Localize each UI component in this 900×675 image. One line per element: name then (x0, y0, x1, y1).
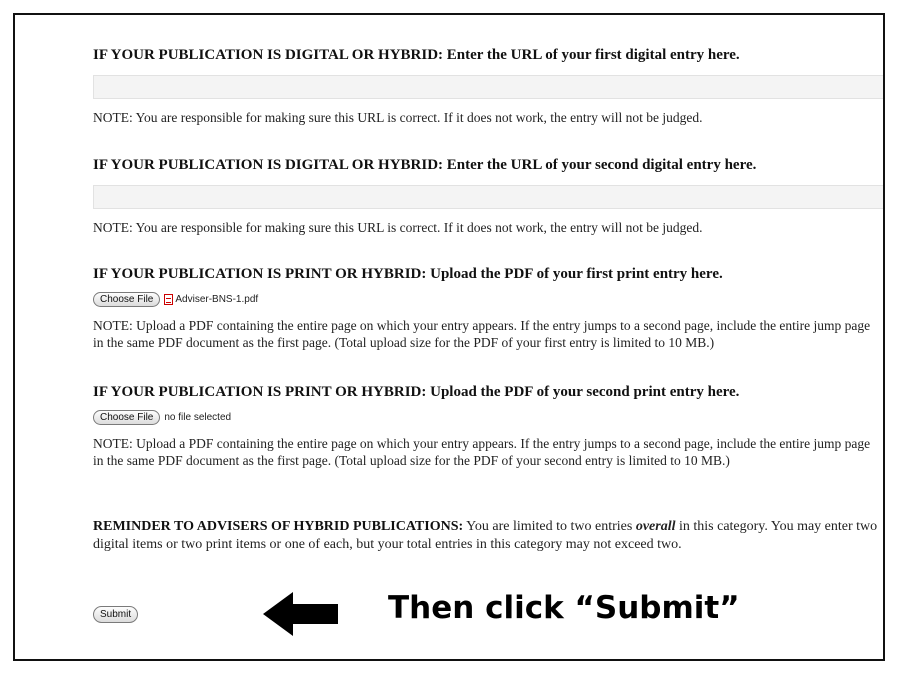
print-entry-1-choose-file-button[interactable]: Choose File (93, 292, 160, 307)
digital-entry-2-note: NOTE: You are responsible for making sure this URL is correct. If it does not work, the entry will not be judged. (93, 220, 703, 235)
digital-entry-1-url-input[interactable] (93, 75, 885, 99)
submit-button[interactable]: Submit (93, 606, 138, 623)
reminder-lead: REMINDER TO ADVISERS OF HYBRID PUBLICATIONS: (93, 519, 464, 534)
print-entry-2-file-row (93, 410, 231, 425)
print-entry-2-file-name: no file selected (164, 412, 232, 423)
reminder-emphasis: overall (635, 519, 676, 534)
print-entry-1-heading: IF YOUR PUBLICATION IS PRINT OR HYBRID: Upload the PDF of your first print entry here. (93, 266, 723, 282)
pdf-file-icon (164, 294, 173, 305)
reminder-text-after: in this category. You may enter two digital items or two print items or one of each, but your total entries in this category may not exceed two. (93, 519, 878, 552)
print-entry-2-heading: IF YOUR PUBLICATION IS PRINT OR HYBRID: Upload the PDF of your second print entry here. (93, 384, 740, 400)
digital-entry-2-url-input[interactable] (93, 185, 885, 209)
print-entry-2-choose-file-button[interactable]: Choose File (93, 410, 160, 425)
digital-entry-1-heading: IF YOUR PUBLICATION IS DIGITAL OR HYBRID: Enter the URL of your first digital entry here. (93, 47, 740, 63)
left-arrow-icon (263, 590, 339, 638)
digital-entry-1-note: NOTE: You are responsible for making sure this URL is correct. If it does not work, the entry will not be judged. (93, 110, 703, 125)
reminder-text-before: You are limited to two entries (463, 519, 636, 534)
print-entry-1-note: NOTE: Upload a PDF containing the entire page on which your entry appears. If the entry jumps to a second page, include the entire jump page in the same PDF document as the first page. (Total upload size for the PDF of your first entry is limited to 10 MB.) (93, 318, 871, 350)
print-entry-1-file-row (93, 292, 258, 307)
hybrid-reminder (93, 518, 878, 554)
print-entry-1-file-name: Adviser-BNS-1.pdf (175, 294, 259, 305)
screenshot-frame (13, 13, 885, 661)
submit-callout-text: Then click “Submit” (388, 590, 740, 626)
print-entry-2-note: NOTE: Upload a PDF containing the entire page on which your entry appears. If the entry jumps to a second page, include the entire jump page in the same PDF document as the first page. (Total upload size for the PDF of your second entry is limited to 10 MB.) (93, 436, 871, 468)
digital-entry-2-heading: IF YOUR PUBLICATION IS DIGITAL OR HYBRID: Enter the URL of your second digital entry here. (93, 157, 757, 173)
